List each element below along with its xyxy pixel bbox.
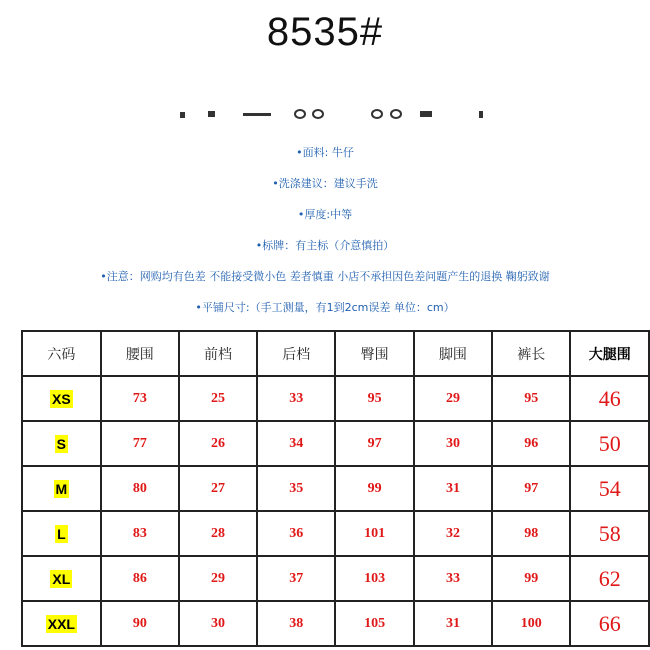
cell-thigh: 62 (570, 556, 649, 601)
cell-leg-opening: 31 (414, 466, 492, 511)
cell-back-rise: 33 (257, 376, 335, 421)
cell-size (22, 511, 101, 556)
cell-leg-opening: 33 (414, 556, 492, 601)
cell-hip: 95 (335, 376, 413, 421)
size-chart-table (21, 330, 650, 647)
size-label: XS (52, 391, 71, 407)
header-length: 裤长 (492, 331, 570, 376)
cell-hip: 101 (335, 511, 413, 556)
cell-front-rise: 27 (179, 466, 257, 511)
note-color-warning: •注意：网购均有色差 不能接受微小色 差者慎重 小店不承担因色差问题产生的退换 鞠躬致谢 (100, 270, 550, 283)
header-back-rise: 后档 (257, 331, 335, 376)
cell-length: 96 (492, 421, 570, 466)
size-label: L (57, 526, 66, 542)
cell-leg-opening: 32 (414, 511, 492, 556)
cell-length: 99 (492, 556, 570, 601)
cell-thigh: 46 (570, 376, 649, 421)
cell-back-rise: 36 (257, 511, 335, 556)
table-row (22, 601, 649, 646)
cell-waist: 83 (101, 511, 179, 556)
cell-thigh: 66 (570, 601, 649, 646)
cell-front-rise: 28 (179, 511, 257, 556)
product-code-title: 8535# (266, 10, 384, 54)
cell-back-rise: 37 (257, 556, 335, 601)
cell-back-rise: 35 (257, 466, 335, 511)
header-thigh: 大腿围 (570, 331, 649, 376)
cell-length: 100 (492, 601, 570, 646)
cell-hip: 105 (335, 601, 413, 646)
cell-front-rise: 26 (179, 421, 257, 466)
table-row (22, 511, 649, 556)
cell-waist: 80 (101, 466, 179, 511)
cell-front-rise: 25 (179, 376, 257, 421)
cell-size (22, 466, 101, 511)
table-row (22, 556, 649, 601)
cell-hip: 103 (335, 556, 413, 601)
note-washing: •洗涤建议：建议手洗 (272, 177, 378, 190)
cell-hip: 97 (335, 421, 413, 466)
table-row (22, 421, 649, 466)
cell-leg-opening: 30 (414, 421, 492, 466)
note-label: •标牌：有主标（介意慎拍） (255, 239, 395, 252)
note-thickness: •厚度:中等 (297, 208, 353, 221)
cell-leg-opening: 31 (414, 601, 492, 646)
note-measurement: •平铺尺寸:（手工测量，有1到2cm误差 单位：cm） (195, 301, 455, 314)
cell-size (22, 601, 101, 646)
cell-waist: 77 (101, 421, 179, 466)
cell-length: 98 (492, 511, 570, 556)
cell-waist: 73 (101, 376, 179, 421)
header-front-rise: 前档 (179, 331, 257, 376)
cropped-text-artifact (0, 107, 650, 121)
cell-front-rise: 29 (179, 556, 257, 601)
header-hip: 臀围 (335, 331, 413, 376)
cell-hip: 99 (335, 466, 413, 511)
table-header-row (22, 331, 649, 376)
cell-size (22, 376, 101, 421)
cell-back-rise: 34 (257, 421, 335, 466)
header-leg-opening: 脚围 (414, 331, 492, 376)
table-row (22, 376, 649, 421)
product-notes (0, 143, 650, 329)
cell-length: 97 (492, 466, 570, 511)
cell-waist: 90 (101, 601, 179, 646)
size-label: XXL (47, 616, 75, 632)
cell-size (22, 556, 101, 601)
cell-back-rise: 38 (257, 601, 335, 646)
cell-thigh: 54 (570, 466, 649, 511)
header-size: 六码 (22, 331, 101, 376)
size-label: S (56, 436, 67, 452)
cell-thigh: 58 (570, 511, 649, 556)
table-row (22, 466, 649, 511)
size-label: XL (52, 571, 71, 587)
cell-leg-opening: 29 (414, 376, 492, 421)
size-label: M (55, 481, 68, 497)
header-waist: 腰围 (101, 331, 179, 376)
note-fabric: •面料: 牛仔 (296, 146, 354, 159)
cell-thigh: 50 (570, 421, 649, 466)
cell-front-rise: 30 (179, 601, 257, 646)
cell-length: 95 (492, 376, 570, 421)
cell-size (22, 421, 101, 466)
cell-waist: 86 (101, 556, 179, 601)
